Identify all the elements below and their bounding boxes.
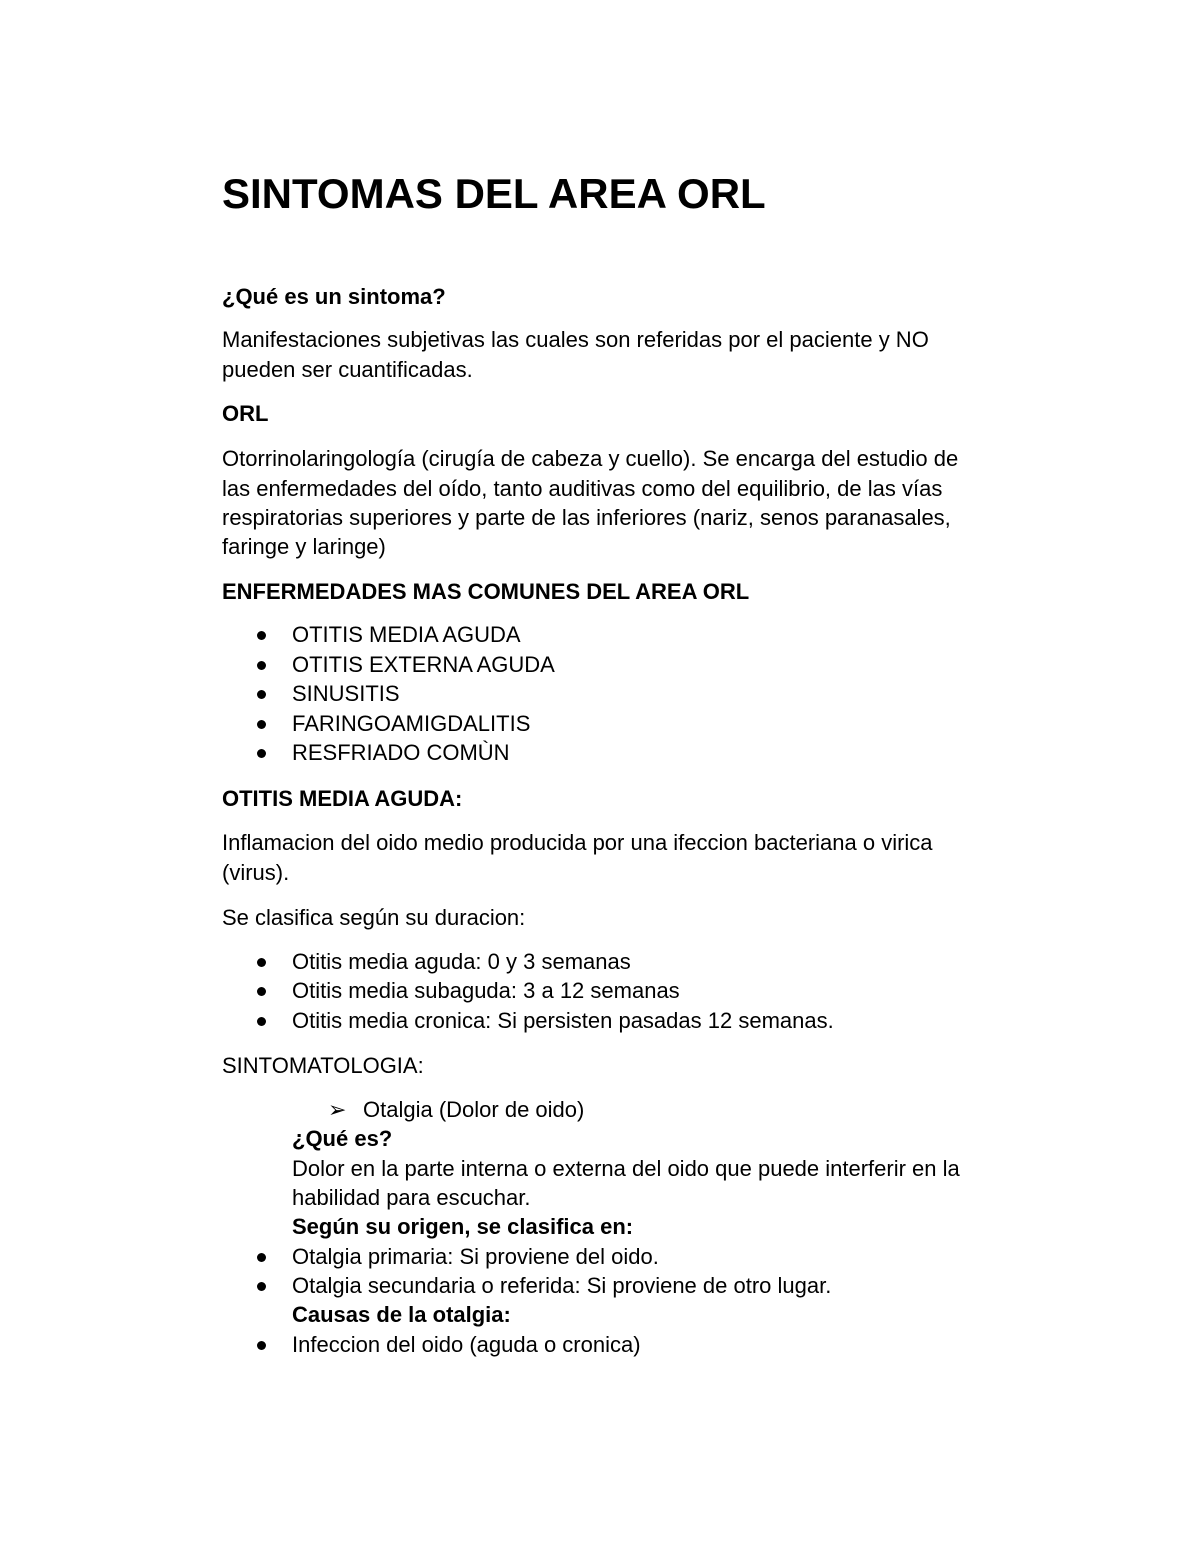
bullet-icon bbox=[257, 690, 266, 699]
paragraph-line: (virus). bbox=[222, 860, 290, 885]
question-heading: ¿Qué es un sintoma? bbox=[222, 284, 446, 309]
bullet-icon bbox=[257, 720, 266, 729]
list-item: OTITIS EXTERNA AGUDA bbox=[292, 652, 555, 677]
list-item: Otitis media subaguda: 3 a 12 semanas bbox=[292, 978, 680, 1003]
bullet-icon bbox=[257, 1341, 266, 1350]
paragraph-line: Otorrinolaringología (cirugía de cabeza y cuello). Se encarga del estudio de bbox=[222, 446, 959, 471]
paragraph-line: faringe y laringe) bbox=[222, 534, 386, 559]
section-label: SINTOMATOLOGIA: bbox=[222, 1053, 424, 1078]
paragraph-line: Se clasifica según su duracion: bbox=[222, 905, 526, 930]
arrow-bullet-icon: ➢ bbox=[328, 1097, 347, 1122]
list-item: Otalgia secundaria o referida: Si proviene de otro lugar. bbox=[292, 1273, 832, 1298]
bullet-icon bbox=[257, 987, 266, 996]
bullet-icon bbox=[257, 1253, 266, 1262]
bullet-icon bbox=[257, 1282, 266, 1291]
paragraph-line: habilidad para escuchar. bbox=[292, 1185, 531, 1210]
subheading: ¿Qué es? bbox=[292, 1126, 393, 1151]
bullet-icon bbox=[257, 661, 266, 670]
document-title: SINTOMAS DEL AREA ORL bbox=[222, 170, 766, 217]
list-item: Otalgia (Dolor de oido) bbox=[363, 1097, 585, 1122]
paragraph-line: Inflamacion del oido medio producida por una ifeccion bacteriana o virica bbox=[222, 830, 933, 855]
subheading: Causas de la otalgia: bbox=[292, 1302, 511, 1327]
section-heading: OTITIS MEDIA AGUDA: bbox=[222, 786, 463, 811]
bullet-icon bbox=[257, 631, 266, 640]
paragraph-line: Manifestaciones subjetivas las cuales son referidas por el paciente y NO bbox=[222, 327, 929, 352]
paragraph-line: las enfermedades del oído, tanto auditivas como del equilibrio, de las vías bbox=[222, 476, 943, 501]
section-heading: ORL bbox=[222, 401, 269, 426]
bullet-icon bbox=[257, 958, 266, 967]
bullet-icon bbox=[257, 749, 266, 758]
list-item: FARINGOAMIGDALITIS bbox=[292, 711, 531, 736]
paragraph-line: respiratorias superiores y parte de las inferiores (nariz, senos paranasales, bbox=[222, 505, 951, 530]
list-item: RESFRIADO COMÙN bbox=[292, 740, 510, 765]
bullet-icon bbox=[257, 1017, 266, 1026]
list-item: Otitis media aguda: 0 y 3 semanas bbox=[292, 949, 631, 974]
list-item: Otalgia primaria: Si proviene del oido. bbox=[292, 1244, 659, 1269]
list-item: SINUSITIS bbox=[292, 681, 400, 706]
list-item: Infeccion del oido (aguda o cronica) bbox=[292, 1332, 641, 1357]
paragraph-line: Dolor en la parte interna o externa del oido que puede interferir en la bbox=[292, 1156, 960, 1181]
section-heading: ENFERMEDADES MAS COMUNES DEL AREA ORL bbox=[222, 579, 750, 604]
paragraph-line: pueden ser cuantificadas. bbox=[222, 357, 473, 382]
subheading: Según su origen, se clasifica en: bbox=[292, 1214, 634, 1239]
list-item: Otitis media cronica: Si persisten pasadas 12 semanas. bbox=[292, 1008, 834, 1033]
list-item: OTITIS MEDIA AGUDA bbox=[292, 622, 521, 647]
